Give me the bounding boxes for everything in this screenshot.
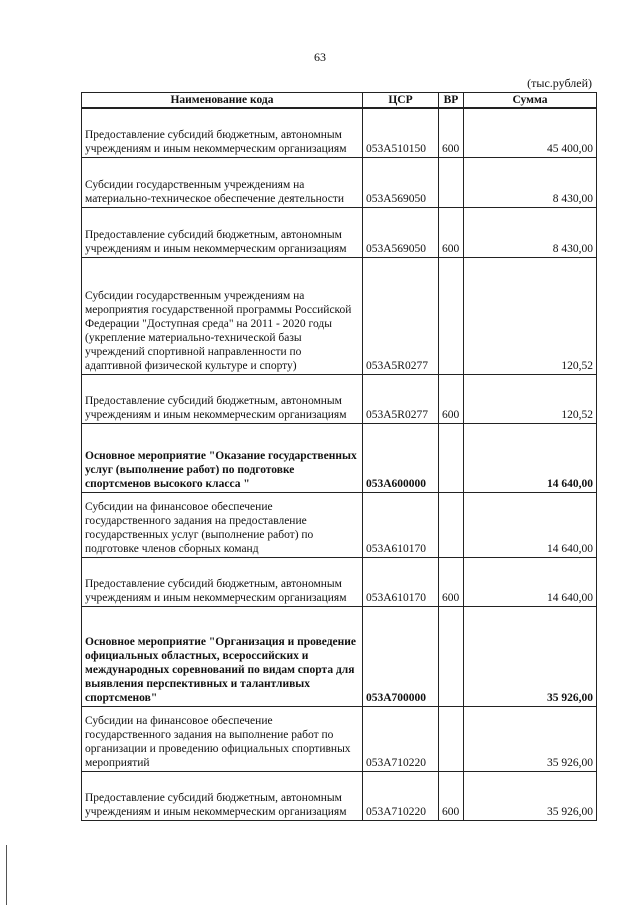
- row-vr: [439, 492, 464, 557]
- table-row: [82, 606, 597, 706]
- table-row: [82, 771, 597, 820]
- table-row: [82, 374, 597, 423]
- row-vr: [439, 706, 464, 771]
- units-label: (тыс.рублей): [527, 76, 592, 90]
- row-csr: 053А569050: [363, 157, 439, 207]
- row-sum: 8 430,00: [464, 207, 597, 257]
- row-name: Предоставление субсидий бюджетным, автономным учреждениям и иным некоммерческим организациям: [82, 108, 363, 157]
- row-sum: 35 926,00: [464, 771, 597, 820]
- header-csr: ЦСР: [363, 93, 439, 109]
- table-row: [82, 492, 597, 557]
- row-csr: 053А710220: [363, 706, 439, 771]
- row-csr: 053А600000: [363, 423, 439, 492]
- row-csr: 053А5R0277: [363, 374, 439, 423]
- table-row: [82, 108, 597, 157]
- table-row: [82, 706, 597, 771]
- budget-table: [81, 92, 597, 821]
- row-vr: 600: [439, 207, 464, 257]
- row-sum: 14 640,00: [464, 557, 597, 606]
- row-sum: 120,52: [464, 257, 597, 374]
- table-row: [82, 557, 597, 606]
- table-row: [82, 157, 597, 207]
- row-sum: 14 640,00: [464, 423, 597, 492]
- row-name: Основное мероприятие "Организация и проведение официальных областных, всероссийских и международных соревнований по видам спорта для выявления перспективных и талантливых спортсменов": [82, 606, 363, 706]
- row-sum: 35 926,00: [464, 606, 597, 706]
- header-sum: Сумма: [464, 93, 597, 109]
- row-sum: 120,52: [464, 374, 597, 423]
- row-vr: [439, 606, 464, 706]
- margin-mark: [6, 845, 7, 905]
- row-name: Субсидии государственным учреждениям на мероприятия государственной программы Российской Федерации "Доступная среда" на 2011 - 2020 годы (укрепление материально-технической базы учреждений спортивной направленности по адаптивной физической культуре и спорту): [82, 257, 363, 374]
- table-row: [82, 423, 597, 492]
- table-row: [82, 207, 597, 257]
- row-name: Предоставление субсидий бюджетным, автономным учреждениям и иным некоммерческим организациям: [82, 557, 363, 606]
- row-csr: 053А569050: [363, 207, 439, 257]
- row-csr: 053А5R0277: [363, 257, 439, 374]
- row-name: Субсидии на финансовое обеспечение государственного задания на предоставление государственных услуг (выполнение работ) по подготовке членов сборных команд: [82, 492, 363, 557]
- row-csr: 053А510150: [363, 108, 439, 157]
- row-vr: 600: [439, 771, 464, 820]
- row-csr: 053А610170: [363, 492, 439, 557]
- row-name: Субсидии на финансовое обеспечение государственного задания на выполнение работ по организации и проведению официальных спортивных мероприятий: [82, 706, 363, 771]
- table-row: [82, 257, 597, 374]
- row-name: Предоставление субсидий бюджетным, автономным учреждениям и иным некоммерческим организациям: [82, 207, 363, 257]
- header-name: Наименование кода: [82, 93, 363, 109]
- row-vr: 600: [439, 108, 464, 157]
- row-sum: 14 640,00: [464, 492, 597, 557]
- row-vr: 600: [439, 374, 464, 423]
- row-vr: [439, 423, 464, 492]
- header-vr: ВР: [439, 93, 464, 109]
- row-name: Основное мероприятие "Оказание государственных услуг (выполнение работ) по подготовке спортсменов высокого класса ": [82, 423, 363, 492]
- row-vr: 600: [439, 557, 464, 606]
- row-csr: 053А710220: [363, 771, 439, 820]
- row-vr: [439, 157, 464, 207]
- row-name: Субсидии государственным учреждениям на материально-техническое обеспечение деятельности: [82, 157, 363, 207]
- row-sum: 35 926,00: [464, 706, 597, 771]
- row-name: Предоставление субсидий бюджетным, автономным учреждениям и иным некоммерческим организациям: [82, 374, 363, 423]
- page-number: 63: [314, 50, 326, 64]
- table-header-row: [82, 93, 597, 109]
- row-sum: 8 430,00: [464, 157, 597, 207]
- row-csr: 053А700000: [363, 606, 439, 706]
- row-vr: [439, 257, 464, 374]
- row-csr: 053А610170: [363, 557, 439, 606]
- row-sum: 45 400,00: [464, 108, 597, 157]
- row-name: Предоставление субсидий бюджетным, автономным учреждениям и иным некоммерческим организациям: [82, 771, 363, 820]
